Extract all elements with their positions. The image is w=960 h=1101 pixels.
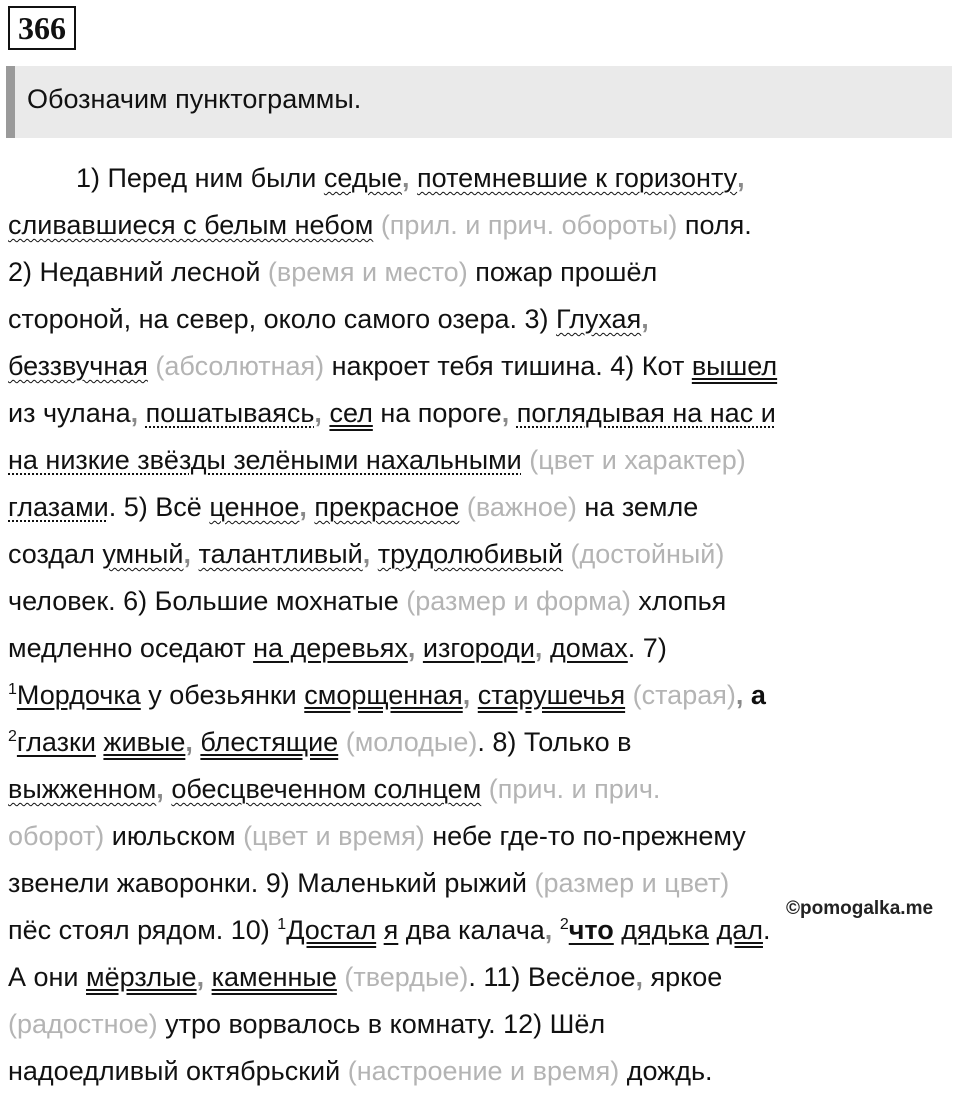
note-text: (цвет и время)	[243, 821, 425, 851]
text-line	[8, 719, 952, 766]
text-run: глазами	[8, 492, 109, 522]
text-line	[8, 249, 952, 296]
text-run: глазки	[16, 727, 96, 757]
text-run: надоедливый октябрьский	[8, 1056, 348, 1086]
text-run: из чулана	[8, 398, 131, 428]
punctuation-mark: ,	[156, 774, 164, 804]
text-run: два калача	[398, 915, 545, 945]
punctuation-mark: ,	[299, 492, 307, 522]
text-run: на земле	[576, 492, 699, 522]
text-run: сел	[329, 398, 373, 428]
text-run: обесцвеченном солнцем	[171, 774, 482, 804]
text-run: А они	[8, 962, 87, 992]
note-text: (время и место)	[267, 257, 468, 287]
text-line	[8, 343, 952, 390]
text-run: хлопья	[630, 586, 727, 616]
text-run: .	[762, 915, 771, 945]
text-run: а	[743, 680, 766, 710]
text-run: живые	[103, 727, 186, 757]
text-run	[410, 163, 418, 193]
text-run: создал	[8, 539, 103, 569]
note-text: (достойный)	[570, 539, 725, 569]
instruction-banner	[6, 66, 952, 138]
text-line	[8, 202, 952, 249]
text-run	[204, 962, 212, 992]
text-run: мёрзлые	[86, 962, 197, 992]
text-line	[8, 672, 952, 719]
text-run	[373, 210, 381, 240]
text-line	[8, 1001, 952, 1048]
text-run: сливавшиеся с белым небом	[8, 210, 374, 240]
note-text: (настроение и время)	[347, 1056, 620, 1086]
text-run: вышел	[691, 351, 778, 381]
text-run: потемневшие к горизонту	[417, 163, 738, 193]
text-run: ценное	[209, 492, 300, 522]
punctuation-mark: ,	[362, 539, 371, 569]
text-line	[8, 437, 952, 484]
text-run	[191, 539, 199, 569]
punctuation-mark: ,	[185, 727, 193, 757]
text-run: Глухая	[556, 304, 642, 334]
text-run: дал	[716, 915, 763, 945]
punctuation-mark: ,	[735, 680, 744, 710]
text-run: каменные	[211, 962, 337, 992]
text-run: накроет тебя тишина. 4) Кот	[324, 351, 692, 381]
text-line	[8, 390, 952, 437]
text-run	[376, 915, 384, 945]
text-run	[338, 727, 346, 757]
punctuation-mark: ,	[402, 163, 410, 193]
text-run: на пороге	[372, 398, 502, 428]
text-line	[8, 578, 952, 625]
text-run: прекрасное	[314, 492, 460, 522]
note-text: (радостное)	[8, 1009, 158, 1039]
note-text: оборот)	[8, 821, 105, 851]
punctuation-mark: ,	[737, 163, 745, 193]
text-run: стороной, на север, около самого озера. 3)	[8, 304, 556, 334]
text-run: на деревьях	[253, 633, 408, 663]
punctuation-mark: ,	[183, 539, 192, 569]
text-run	[625, 680, 633, 710]
text-run: талантливый	[198, 539, 363, 569]
text-run: что	[568, 915, 614, 945]
note-text: (твердые)	[344, 962, 469, 992]
note-text: (размер и форма)	[406, 586, 631, 616]
punctuation-mark: ,	[130, 398, 139, 428]
instruction-text: Обозначим пунктограммы.	[27, 84, 362, 114]
text-run: у обезьянки	[140, 680, 305, 710]
text-run: старушечья	[477, 680, 626, 710]
text-line	[8, 954, 952, 1001]
punctuation-mark: ,	[544, 915, 553, 945]
text-run: медленно оседают	[8, 633, 254, 663]
punctuation-mark: ,	[641, 304, 649, 334]
text-line	[8, 766, 952, 813]
text-run: седые	[323, 163, 403, 193]
text-line	[8, 484, 952, 531]
text-run: пёс стоял рядом. 10)	[8, 915, 278, 945]
punctuation-mark: ,	[407, 633, 416, 663]
text-run: дождь.	[619, 1056, 713, 1086]
text-run	[470, 680, 478, 710]
text-run: дядька	[621, 915, 709, 945]
text-run	[552, 915, 560, 945]
text-run: я	[383, 915, 399, 945]
note-text: (прич. и прич.	[488, 774, 661, 804]
punctuation-mark: ,	[501, 398, 510, 428]
text-line	[8, 155, 952, 202]
text-run: . 7)	[627, 633, 667, 663]
text-run: . 5) Всё	[108, 492, 210, 522]
text-run	[415, 633, 423, 663]
text-run: 2) Недавний лесной	[8, 257, 268, 287]
punctuation-mark: ,	[462, 680, 471, 710]
text-run: утро ворвалось в комнату. 12) Шёл	[157, 1009, 606, 1039]
text-run: июльском	[104, 821, 244, 851]
text-run: поглядывая на нас и	[516, 398, 776, 428]
clause-index: 2	[559, 916, 569, 933]
text-run: пошатываясь	[145, 398, 315, 428]
text-run: блестящие	[200, 727, 339, 757]
clause-index: 2	[8, 728, 17, 745]
text-run: 1) Перед ним были	[76, 163, 324, 193]
text-run: яркое	[643, 962, 723, 992]
text-line	[8, 296, 952, 343]
text-run: Мордочка	[16, 680, 141, 710]
text-run: . 8) Только в	[477, 727, 632, 757]
exercise-number: 366	[8, 6, 76, 50]
text-run	[459, 492, 467, 522]
text-run: беззвучная	[8, 351, 148, 381]
text-run: умный	[102, 539, 184, 569]
text-run: звенели жаворонки. 9) Маленький рыжий	[8, 868, 535, 898]
watermark: ©pomogalka.me	[786, 898, 934, 919]
text-run	[370, 539, 378, 569]
note-text: (абсолютная)	[155, 351, 325, 381]
text-run: человек. 6) Большие мохнатые	[8, 586, 407, 616]
text-run: . 11) Весёлое	[468, 962, 636, 992]
punctuation-mark: ,	[196, 962, 205, 992]
punctuation-mark: ,	[534, 633, 543, 663]
exercise-text	[8, 155, 952, 1095]
note-text: (размер и цвет)	[534, 868, 730, 898]
text-run: домах	[549, 633, 628, 663]
text-run	[481, 774, 489, 804]
text-line	[8, 813, 952, 860]
note-text: (прил. и прич. обороты)	[380, 210, 678, 240]
text-run: сморщенная	[304, 680, 463, 710]
clause-index: 1	[277, 916, 287, 933]
text-run: поля.	[677, 210, 752, 240]
clause-index: 1	[8, 681, 17, 698]
text-run: изгороди	[422, 633, 535, 663]
punctuation-mark: ,	[635, 962, 644, 992]
text-line	[8, 625, 952, 672]
note-text: (старая)	[632, 680, 736, 710]
text-run: выжженном	[8, 774, 157, 804]
punctuation-mark: ,	[314, 398, 322, 428]
text-run: трудолюбивый	[377, 539, 564, 569]
note-text: (молодые)	[345, 727, 478, 757]
text-run	[563, 539, 571, 569]
note-text: (цвет и характер)	[529, 445, 746, 475]
text-run	[542, 633, 550, 663]
text-run	[138, 398, 146, 428]
text-run: пожар прошёл	[467, 257, 658, 287]
text-run: Достал	[286, 915, 377, 945]
text-run: небе где-то по-прежнему	[424, 821, 746, 851]
text-run	[509, 398, 517, 428]
text-run: на низкие звёзды зелёными нахальными	[8, 445, 522, 475]
text-line	[8, 1048, 952, 1095]
note-text: (важное)	[466, 492, 577, 522]
text-line	[8, 531, 952, 578]
